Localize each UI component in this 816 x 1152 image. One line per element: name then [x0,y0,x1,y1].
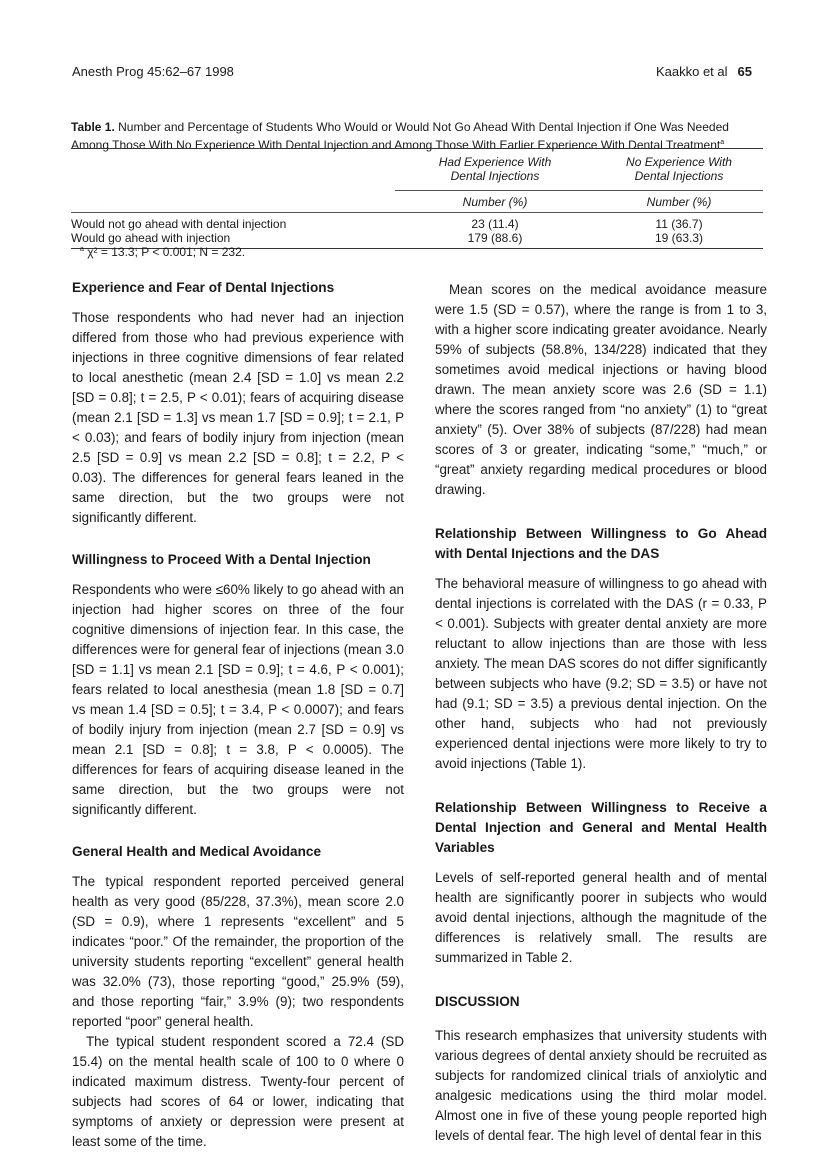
table1-row2-none: 19 (63.3) [595,231,763,249]
paragraph: Levels of self-reported general health and of mental health are significantly poorer in subjects who would avoid dental injections, although the magnitude of the differences is relatively small. The results are summarized in Table 2. [435,870,767,965]
section-heading-experience-fear: Experience and Fear of Dental Injections [72,280,335,295]
table1-caption-note-mark: a [720,139,725,146]
right-column [435,280,767,1146]
table1-row1-had: 23 (11.4) [471,216,519,231]
table1-col2-header [595,155,763,183]
paragraph: The typical respondent reported perceived general health as very good (85/228, 37.3%), mean score 2.0 (SD = 0.9), where 1 represents “excellent” and 5 indicates “poor.” Of the remainder, the proportion of the university students reporting “excellent” general health was 32.0% (73), those reporting “good,” 25.9% (59), and those reporting “fair,” 3.9% (9); two respondents reported “poor” general health. [72,874,404,1029]
table1-row2-label: Would go ahead with injection [71,231,395,249]
paragraph: This research emphasizes that university students with various degrees of dental anxiety should be recruited as subjects for randomized clinical trials of anxiolytic and analgesic medications using the third molar model. Almost one in five of these young people reported high levels of dental fear. The high level of dental fear in this [435,1028,767,1143]
section-heading-mental-health: Relationship Between Willingness to Receive a Dental Injection and General and Mental Health Variables [435,800,767,855]
paragraph: Mean scores on the medical avoidance measure were 1.5 (SD = 0.57), where the range is from 1 to 3, with a higher score indicating greater avoidance. Nearly 59% of subjects (58.8%, 134/228) indicated that they sometimes avoid medical injections or having blood drawn. The mean anxiety score was 2.6 (SD = 1.1) where the scores ranged from “no anxiety” (1) to “great anxiety” (5). Over 38% of subjects (87/228) had mean scores of 3 or greater, indicating “some,” “much,” or “great” anxiety regarding medical procedures or blood drawing. [435,282,767,497]
table1-col2-title-line2: Dental Injections [634,169,724,183]
section-heading-das: Relationship Between Willingness to Go Ahead with Dental Injections and the DAS [435,526,767,561]
table1-col1-title-line2: Dental Injections [450,169,540,183]
running-header-journal: Anesth Prog 45:62–67 1998 [72,64,234,79]
running-header-right [656,64,752,79]
running-header-authors: Kaakko et al [655,64,728,79]
table1-row2-had: 179 (88.6) [395,231,595,249]
table1-col1-header [395,155,595,183]
section-heading-discussion: DISCUSSION [435,994,520,1009]
table1-caption-text: Number and Percentage of Students Who Would or Would Not Go Ahead With Dental Injection if One Was Needed Among Those With No Experience With Dental Injection and Among Those With Earlier Experience With Dental Treatment [71,120,729,152]
table1-col2-title-line1: No Experience With [626,155,732,169]
table-row [71,212,763,231]
paragraph: The behavioral measure of willingness to go ahead with dental injections is correlated with the DAS (r = 0.33, P < 0.001). Subjects with greater dental anxiety are more reluctant to allow injections than are those with less anxiety. The mean DAS scores do not differ significantly between subjects who have (9.2; SD = 3.5) or have not had (9.1; SD = 3.5) a previous dental injection. On the other hand, subjects who had not previously experienced dental injections were more likely to try to avoid injections (Table 1). [435,576,767,771]
section-heading-willingness: Willingness to Proceed With a Dental Injection [72,552,371,567]
section-heading-general-health: General Health and Medical Avoidance [72,844,322,859]
table1-footnote-text: χ² = 13.3; P < 0.001; N = 232. [87,245,246,259]
page-number: 65 [737,64,752,79]
table1-col1-subheader: Number (%) [395,190,595,212]
table1 [71,148,763,249]
paragraph: Those respondents who had never had an injection differed from those who had previous experience with injections in three cognitive dimensions of fear related to local anesthetic (mean 2.4 [SD = 1.0] vs mean 2.2 [SD = 0.8]; t = 2.5, P < 0.01); fears of acquiring disease (mean 2.1 [SD = 1.3] vs mean 1.7 [SD = 0.9]; t = 2.1, P < 0.03); and fears of bodily injury from injection (mean 2.5 [SD = 0.9] vs mean 2.2 [SD = 0.8]; t = 2.2, P < 0.03). The differences for general fears leaned in the same direction, but the two groups were not significantly different. [72,310,404,525]
table1-footnote [80,245,245,259]
paragraph: The typical student respondent scored a 72.4 (SD 15.4) on the mental health scale of 100 to 0 where 0 indicated maximum distress. Twenty-four percent of subjects had scores of 64 or lower, indicating that symptoms of anxiety or depression were present at least some of the time. [72,1034,404,1149]
paragraph: Respondents who were ≤60% likely to go ahead with an injection had higher scores on three of the four cognitive dimensions of injection fear. In this case, the differences were for general fear of injections (mean 3.0 [SD = 1.1] vs mean 2.1 [SD = 0.9]; t = 4.6, P < 0.001); fears related to local anesthesia (mean 1.8 [SD = 0.7] vs mean 1.4 [SD = 0.5]; t = 3.4, P < 0.0007); and fears of bodily injury from injection (mean 2.7 [SD = 0.9] vs mean 2.1 [SD = 0.8]; t = 3.8, P < 0.0005). The differences for fears of acquiring disease leaned in the same direction, but the two groups were not significantly different. [72,582,404,817]
table1-footnote-mark: a [80,246,84,253]
table1-caption-label: Table 1. [71,120,115,134]
table1-row1-label: Would not go ahead with dental injection [71,216,287,231]
table1-row1-none: 11 (36.7) [655,216,703,231]
table1-col2-subheader: Number (%) [595,190,763,212]
left-column [72,278,404,1152]
table1-col1-title-line1: Had Experience With [438,155,552,169]
